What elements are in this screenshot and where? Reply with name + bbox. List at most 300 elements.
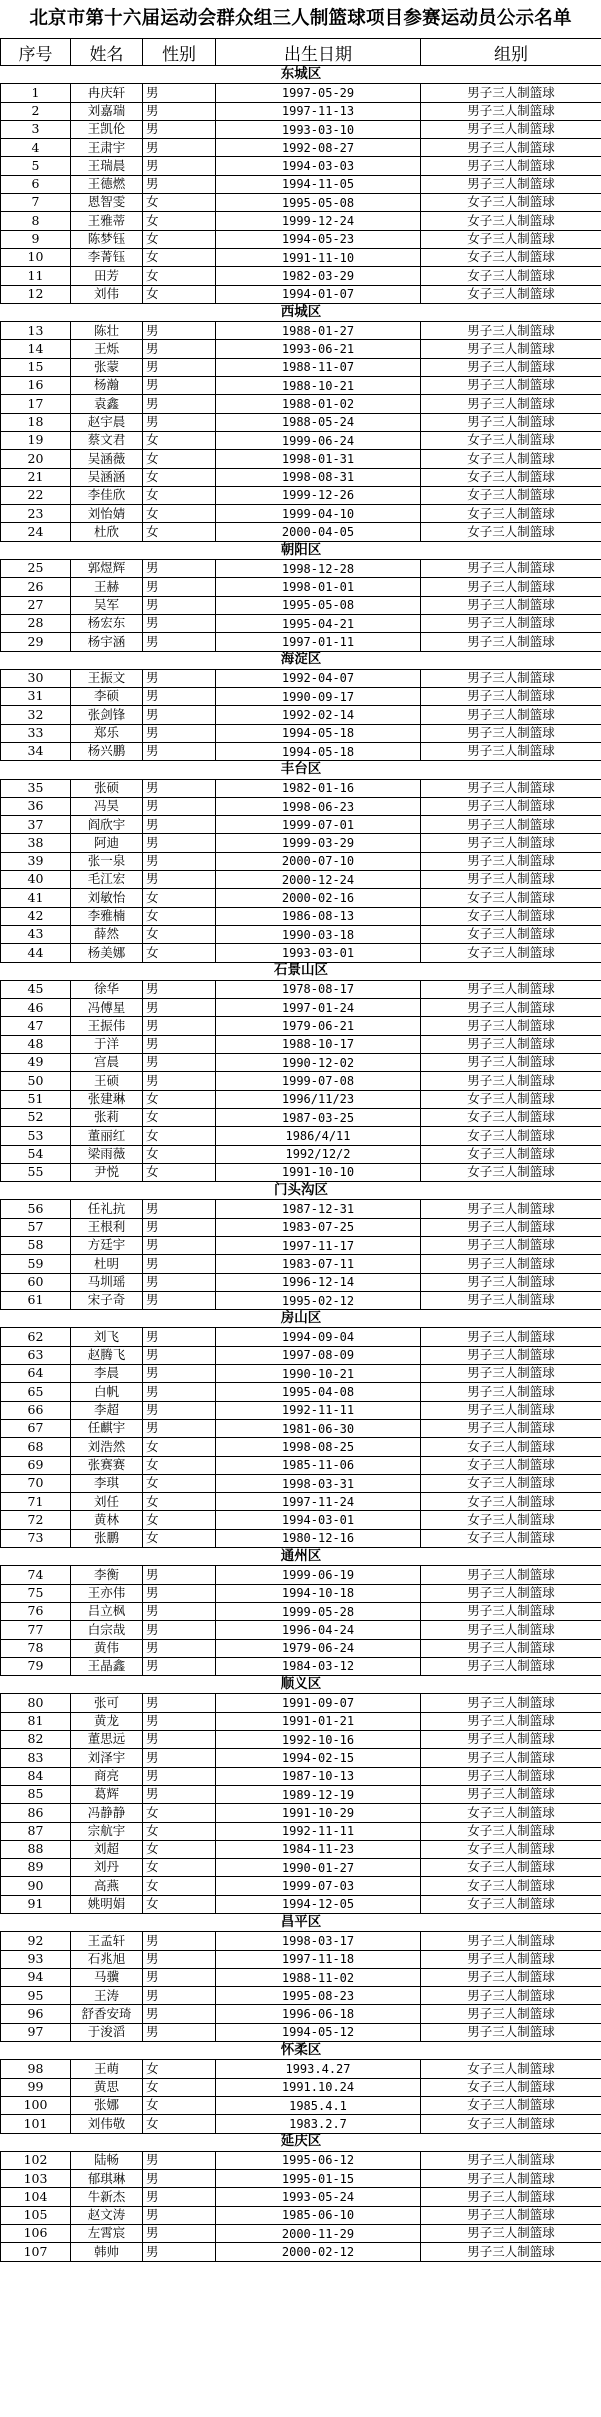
cell-birthdate: 1994-11-05: [216, 175, 421, 193]
cell-number: 80: [1, 1694, 71, 1712]
header-group: 组别: [421, 39, 601, 66]
table-row: [1, 999, 601, 1017]
cell-birthdate: 1998-01-01: [216, 578, 421, 596]
district-heading: 顺义区: [1, 1676, 601, 1694]
cell-number: 49: [1, 1054, 71, 1072]
table-row: [1, 102, 601, 120]
cell-number: 46: [1, 999, 71, 1017]
cell-number: 60: [1, 1273, 71, 1291]
cell-birthdate: 1980-12-16: [216, 1529, 421, 1547]
table-row: [1, 212, 601, 230]
cell-name: 张莉: [71, 1108, 143, 1126]
cell-number: 81: [1, 1712, 71, 1730]
cell-birthdate: 1991-11-10: [216, 248, 421, 266]
cell-number: 96: [1, 2005, 71, 2023]
cell-number: 45: [1, 980, 71, 998]
cell-group: 男子三人制篮球: [421, 669, 601, 687]
cell-birthdate: 1983-07-25: [216, 1218, 421, 1236]
cell-name: 刘浩然: [71, 1438, 143, 1456]
cell-birthdate: 1994-01-07: [216, 285, 421, 303]
cell-gender: 男: [143, 102, 216, 120]
cell-number: 101: [1, 2115, 71, 2133]
cell-group: 女子三人制篮球: [421, 1108, 601, 1126]
cell-gender: 女: [143, 212, 216, 230]
cell-group: 女子三人制篮球: [421, 2060, 601, 2078]
cell-name: 宋子奇: [71, 1291, 143, 1309]
cell-gender: 男: [143, 175, 216, 193]
cell-number: 8: [1, 212, 71, 230]
cell-number: 13: [1, 322, 71, 340]
cell-birthdate: 1996-06-18: [216, 2005, 421, 2023]
district-heading: 昌平区: [1, 1913, 601, 1931]
table-row: [1, 1108, 601, 1126]
cell-gender: 女: [143, 1474, 216, 1492]
cell-birthdate: 1994-05-18: [216, 742, 421, 760]
cell-number: 98: [1, 2060, 71, 2078]
cell-group: 男子三人制篮球: [421, 1237, 601, 1255]
cell-name: 白宗哉: [71, 1621, 143, 1639]
table-row: [1, 1346, 601, 1364]
cell-gender: 男: [143, 852, 216, 870]
cell-group: 女子三人制篮球: [421, 1511, 601, 1529]
cell-gender: 男: [143, 1785, 216, 1803]
cell-name: 徐华: [71, 980, 143, 998]
cell-birthdate: 1997-11-13: [216, 102, 421, 120]
roster-table: [0, 38, 601, 2262]
cell-gender: 男: [143, 2170, 216, 2188]
cell-birthdate: 1983.2.7: [216, 2115, 421, 2133]
cell-name: 陈壮: [71, 322, 143, 340]
cell-gender: 男: [143, 1035, 216, 1053]
cell-birthdate: 1996-12-14: [216, 1273, 421, 1291]
table-row: [1, 1584, 601, 1602]
cell-name: 王雅蒂: [71, 212, 143, 230]
table-body: [1, 66, 601, 2262]
cell-gender: 女: [143, 1895, 216, 1913]
cell-group: 男子三人制篮球: [421, 742, 601, 760]
cell-group: 男子三人制篮球: [421, 120, 601, 138]
table-row: [1, 1383, 601, 1401]
cell-birthdate: 1992-04-07: [216, 669, 421, 687]
table-row: [1, 1163, 601, 1181]
table-row: [1, 1657, 601, 1675]
cell-birthdate: 1994-05-18: [216, 724, 421, 742]
cell-group: 男子三人制篮球: [421, 1987, 601, 2005]
table-row: [1, 450, 601, 468]
cell-gender: 男: [143, 797, 216, 815]
cell-gender: 男: [143, 395, 216, 413]
cell-gender: 男: [143, 1218, 216, 1236]
cell-birthdate: 1992-11-11: [216, 1401, 421, 1419]
cell-birthdate: 1979-06-21: [216, 1017, 421, 1035]
cell-group: 男子三人制篮球: [421, 322, 601, 340]
cell-group: 男子三人制篮球: [421, 980, 601, 998]
cell-name: 李衡: [71, 1566, 143, 1584]
cell-number: 55: [1, 1163, 71, 1181]
cell-number: 104: [1, 2188, 71, 2206]
cell-gender: 男: [143, 1054, 216, 1072]
cell-name: 刘敏怡: [71, 889, 143, 907]
cell-group: 男子三人制篮球: [421, 1639, 601, 1657]
cell-name: 王振文: [71, 669, 143, 687]
cell-gender: 男: [143, 1566, 216, 1584]
cell-name: 张蒙: [71, 358, 143, 376]
cell-birthdate: 1994-12-05: [216, 1895, 421, 1913]
cell-gender: 男: [143, 834, 216, 852]
cell-birthdate: 1990-03-18: [216, 925, 421, 943]
cell-number: 64: [1, 1365, 71, 1383]
cell-group: 女子三人制篮球: [421, 1529, 601, 1547]
cell-birthdate: 1987-12-31: [216, 1200, 421, 1218]
cell-number: 36: [1, 797, 71, 815]
cell-name: 李晨: [71, 1365, 143, 1383]
cell-birthdate: 1988-10-21: [216, 377, 421, 395]
district-heading: 丰台区: [1, 761, 601, 779]
cell-number: 19: [1, 431, 71, 449]
cell-birthdate: 1984-11-23: [216, 1840, 421, 1858]
cell-name: 白帆: [71, 1383, 143, 1401]
table-row: [1, 2023, 601, 2041]
table-row: [1, 2225, 601, 2243]
cell-name: 吴军: [71, 596, 143, 614]
cell-number: 25: [1, 560, 71, 578]
table-row: [1, 1456, 601, 1474]
cell-number: 23: [1, 505, 71, 523]
cell-birthdate: 2000-04-05: [216, 523, 421, 541]
cell-name: 冯傅星: [71, 999, 143, 1017]
cell-birthdate: 1985-11-06: [216, 1456, 421, 1474]
cell-birthdate: 1999-07-08: [216, 1072, 421, 1090]
district-row: [1, 1548, 601, 1566]
cell-gender: 男: [143, 560, 216, 578]
cell-name: 杨兴鹏: [71, 742, 143, 760]
cell-number: 6: [1, 175, 71, 193]
cell-name: 冉庆轩: [71, 84, 143, 102]
cell-gender: 女: [143, 1511, 216, 1529]
cell-group: 男子三人制篮球: [421, 157, 601, 175]
table-header: [1, 39, 601, 66]
cell-number: 75: [1, 1584, 71, 1602]
table-row: [1, 1090, 601, 1108]
table-row: [1, 486, 601, 504]
cell-birthdate: 1984-03-12: [216, 1657, 421, 1675]
cell-name: 郑乐: [71, 724, 143, 742]
cell-gender: 男: [143, 980, 216, 998]
table-row: [1, 340, 601, 358]
table-row: [1, 889, 601, 907]
cell-birthdate: 1992-02-14: [216, 706, 421, 724]
cell-birthdate: 1999-05-28: [216, 1602, 421, 1620]
table-row: [1, 2078, 601, 2096]
cell-name: 陈梦钰: [71, 230, 143, 248]
cell-name: 王振伟: [71, 1017, 143, 1035]
cell-gender: 男: [143, 724, 216, 742]
cell-group: 女子三人制篮球: [421, 1493, 601, 1511]
table-row: [1, 1145, 601, 1163]
table-row: [1, 614, 601, 632]
cell-number: 103: [1, 2170, 71, 2188]
cell-birthdate: 1992-11-11: [216, 1822, 421, 1840]
header-birthdate: 出生日期: [216, 39, 421, 66]
cell-birthdate: 1999-07-03: [216, 1877, 421, 1895]
table-row: [1, 560, 601, 578]
cell-number: 82: [1, 1731, 71, 1749]
cell-number: 21: [1, 468, 71, 486]
cell-number: 12: [1, 285, 71, 303]
cell-number: 16: [1, 377, 71, 395]
cell-name: 舒香安琦: [71, 2005, 143, 2023]
cell-gender: 女: [143, 2060, 216, 2078]
cell-group: 男子三人制篮球: [421, 596, 601, 614]
cell-number: 10: [1, 248, 71, 266]
cell-number: 33: [1, 724, 71, 742]
cell-number: 39: [1, 852, 71, 870]
cell-name: 杨宏东: [71, 614, 143, 632]
cell-name: 王赫: [71, 578, 143, 596]
cell-name: 李硕: [71, 688, 143, 706]
cell-group: 男子三人制篮球: [421, 871, 601, 889]
cell-name: 韩帅: [71, 2243, 143, 2261]
cell-group: 女子三人制篮球: [421, 450, 601, 468]
cell-birthdate: 1986-08-13: [216, 907, 421, 925]
district-heading: 石景山区: [1, 962, 601, 980]
cell-birthdate: 1988-10-17: [216, 1035, 421, 1053]
table-row: [1, 724, 601, 742]
cell-number: 91: [1, 1895, 71, 1913]
cell-group: 女子三人制篮球: [421, 1804, 601, 1822]
cell-gender: 男: [143, 578, 216, 596]
cell-birthdate: 1982-01-16: [216, 779, 421, 797]
cell-birthdate: 1997-11-24: [216, 1493, 421, 1511]
cell-name: 吕立枫: [71, 1602, 143, 1620]
cell-group: 男子三人制篮球: [421, 724, 601, 742]
cell-birthdate: 1987-03-25: [216, 1108, 421, 1126]
table-row: [1, 1785, 601, 1803]
cell-number: 79: [1, 1657, 71, 1675]
cell-group: 男子三人制篮球: [421, 377, 601, 395]
cell-group: 男子三人制篮球: [421, 688, 601, 706]
cell-birthdate: 1992-10-16: [216, 1731, 421, 1749]
cell-name: 王晶鑫: [71, 1657, 143, 1675]
cell-group: 男子三人制篮球: [421, 2005, 601, 2023]
cell-name: 王亦伟: [71, 1584, 143, 1602]
cell-name: 刘飞: [71, 1328, 143, 1346]
cell-group: 男子三人制篮球: [421, 1767, 601, 1785]
cell-number: 76: [1, 1602, 71, 1620]
cell-group: 男子三人制篮球: [421, 1602, 601, 1620]
cell-gender: 女: [143, 486, 216, 504]
table-row: [1, 1365, 601, 1383]
cell-birthdate: 1993.4.27: [216, 2060, 421, 2078]
cell-number: 43: [1, 925, 71, 943]
cell-gender: 男: [143, 2188, 216, 2206]
cell-group: 男子三人制篮球: [421, 560, 601, 578]
cell-birthdate: 1988-01-27: [216, 322, 421, 340]
cell-birthdate: 1991-09-07: [216, 1694, 421, 1712]
cell-number: 97: [1, 2023, 71, 2041]
cell-number: 24: [1, 523, 71, 541]
table-row: [1, 1438, 601, 1456]
cell-gender: 男: [143, 669, 216, 687]
cell-birthdate: 1995-04-21: [216, 614, 421, 632]
cell-group: 男子三人制篮球: [421, 1932, 601, 1950]
cell-name: 黄林: [71, 1511, 143, 1529]
cell-name: 袁鑫: [71, 395, 143, 413]
cell-gender: 男: [143, 1694, 216, 1712]
cell-group: 男子三人制篮球: [421, 1731, 601, 1749]
cell-birthdate: 1998-12-28: [216, 560, 421, 578]
table-row: [1, 157, 601, 175]
cell-number: 65: [1, 1383, 71, 1401]
table-row: [1, 468, 601, 486]
cell-group: 女子三人制篮球: [421, 889, 601, 907]
table-row: [1, 1328, 601, 1346]
cell-name: 王孟轩: [71, 1932, 143, 1950]
cell-group: 女子三人制篮球: [421, 925, 601, 943]
cell-name: 刘伟: [71, 285, 143, 303]
cell-group: 男子三人制篮球: [421, 1657, 601, 1675]
cell-group: 男子三人制篮球: [421, 797, 601, 815]
cell-gender: 男: [143, 1932, 216, 1950]
table-row: [1, 1877, 601, 1895]
cell-name: 方廷宇: [71, 1237, 143, 1255]
cell-birthdate: 1995-04-08: [216, 1383, 421, 1401]
cell-number: 30: [1, 669, 71, 687]
cell-gender: 男: [143, 1602, 216, 1620]
cell-group: 男子三人制篮球: [421, 2151, 601, 2169]
table-row: [1, 742, 601, 760]
cell-gender: 女: [143, 1108, 216, 1126]
cell-group: 女子三人制篮球: [421, 907, 601, 925]
cell-group: 男子三人制篮球: [421, 1785, 601, 1803]
cell-birthdate: 1978-08-17: [216, 980, 421, 998]
cell-birthdate: 2000-07-10: [216, 852, 421, 870]
cell-name: 郁琪琳: [71, 2170, 143, 2188]
cell-name: 陆畅: [71, 2151, 143, 2169]
cell-number: 85: [1, 1785, 71, 1803]
cell-name: 于浚滔: [71, 2023, 143, 2041]
cell-number: 106: [1, 2225, 71, 2243]
cell-number: 32: [1, 706, 71, 724]
table-row: [1, 505, 601, 523]
district-heading: 东城区: [1, 66, 601, 84]
cell-birthdate: 1995-06-12: [216, 2151, 421, 2169]
cell-birthdate: 2000-02-16: [216, 889, 421, 907]
header-gender: 性别: [143, 39, 216, 66]
table-row: [1, 1493, 601, 1511]
cell-birthdate: 1998-03-31: [216, 1474, 421, 1492]
cell-name: 冯静静: [71, 1804, 143, 1822]
cell-name: 张建琳: [71, 1090, 143, 1108]
table-row: [1, 2005, 601, 2023]
table-row: [1, 669, 601, 687]
table-row: [1, 1035, 601, 1053]
table-row: [1, 1237, 601, 1255]
cell-name: 张剑锋: [71, 706, 143, 724]
cell-name: 蔡文君: [71, 431, 143, 449]
table-row: [1, 1767, 601, 1785]
cell-gender: 男: [143, 358, 216, 376]
district-heading: 怀柔区: [1, 2042, 601, 2060]
cell-birthdate: 1997-11-17: [216, 1237, 421, 1255]
cell-number: 102: [1, 2151, 71, 2169]
cell-number: 95: [1, 1987, 71, 2005]
cell-group: 男子三人制篮球: [421, 413, 601, 431]
cell-name: 赵腾飞: [71, 1346, 143, 1364]
cell-gender: 男: [143, 1383, 216, 1401]
cell-birthdate: 1991.10.24: [216, 2078, 421, 2096]
cell-gender: 男: [143, 1767, 216, 1785]
table-row: [1, 358, 601, 376]
cell-gender: 女: [143, 248, 216, 266]
cell-birthdate: 2000-11-29: [216, 2225, 421, 2243]
cell-name: 任麒宇: [71, 1419, 143, 1437]
header-name: 姓名: [71, 39, 143, 66]
cell-name: 吴涵涵: [71, 468, 143, 486]
table-row: [1, 1694, 601, 1712]
district-heading: 延庆区: [1, 2133, 601, 2151]
cell-number: 47: [1, 1017, 71, 1035]
cell-birthdate: 1991-10-10: [216, 1163, 421, 1181]
cell-gender: 女: [143, 1493, 216, 1511]
cell-number: 50: [1, 1072, 71, 1090]
cell-birthdate: 1997-11-18: [216, 1950, 421, 1968]
cell-gender: 女: [143, 523, 216, 541]
cell-name: 刘超: [71, 1840, 143, 1858]
cell-group: 男子三人制篮球: [421, 1346, 601, 1364]
district-heading: 房山区: [1, 1310, 601, 1328]
cell-group: 女子三人制篮球: [421, 1438, 601, 1456]
cell-birthdate: 1991-01-21: [216, 1712, 421, 1730]
cell-group: 男子三人制篮球: [421, 578, 601, 596]
district-heading: 通州区: [1, 1548, 601, 1566]
cell-gender: 女: [143, 230, 216, 248]
cell-name: 吴涵薇: [71, 450, 143, 468]
cell-gender: 男: [143, 1237, 216, 1255]
cell-number: 61: [1, 1291, 71, 1309]
cell-number: 90: [1, 1877, 71, 1895]
cell-name: 王烁: [71, 340, 143, 358]
cell-birthdate: 1994-03-01: [216, 1511, 421, 1529]
table-row: [1, 1419, 601, 1437]
cell-number: 63: [1, 1346, 71, 1364]
cell-number: 44: [1, 944, 71, 962]
cell-gender: 女: [143, 1438, 216, 1456]
cell-group: 女子三人制篮球: [421, 1822, 601, 1840]
table-row: [1, 1639, 601, 1657]
cell-number: 73: [1, 1529, 71, 1547]
cell-birthdate: 1999-12-26: [216, 486, 421, 504]
table-row: [1, 377, 601, 395]
cell-gender: 女: [143, 944, 216, 962]
cell-birthdate: 1994-10-18: [216, 1584, 421, 1602]
cell-birthdate: 1985-06-10: [216, 2206, 421, 2224]
cell-birthdate: 1990-10-21: [216, 1365, 421, 1383]
cell-name: 张硕: [71, 779, 143, 797]
cell-name: 刘泽宇: [71, 1749, 143, 1767]
cell-name: 高燕: [71, 1877, 143, 1895]
cell-number: 62: [1, 1328, 71, 1346]
cell-gender: 男: [143, 1749, 216, 1767]
cell-birthdate: 1997-05-29: [216, 84, 421, 102]
cell-name: 宗航宇: [71, 1822, 143, 1840]
table-row: [1, 322, 601, 340]
cell-gender: 男: [143, 1584, 216, 1602]
cell-gender: 女: [143, 1163, 216, 1181]
cell-group: 男子三人制篮球: [421, 358, 601, 376]
cell-number: 22: [1, 486, 71, 504]
table-row: [1, 1621, 601, 1639]
